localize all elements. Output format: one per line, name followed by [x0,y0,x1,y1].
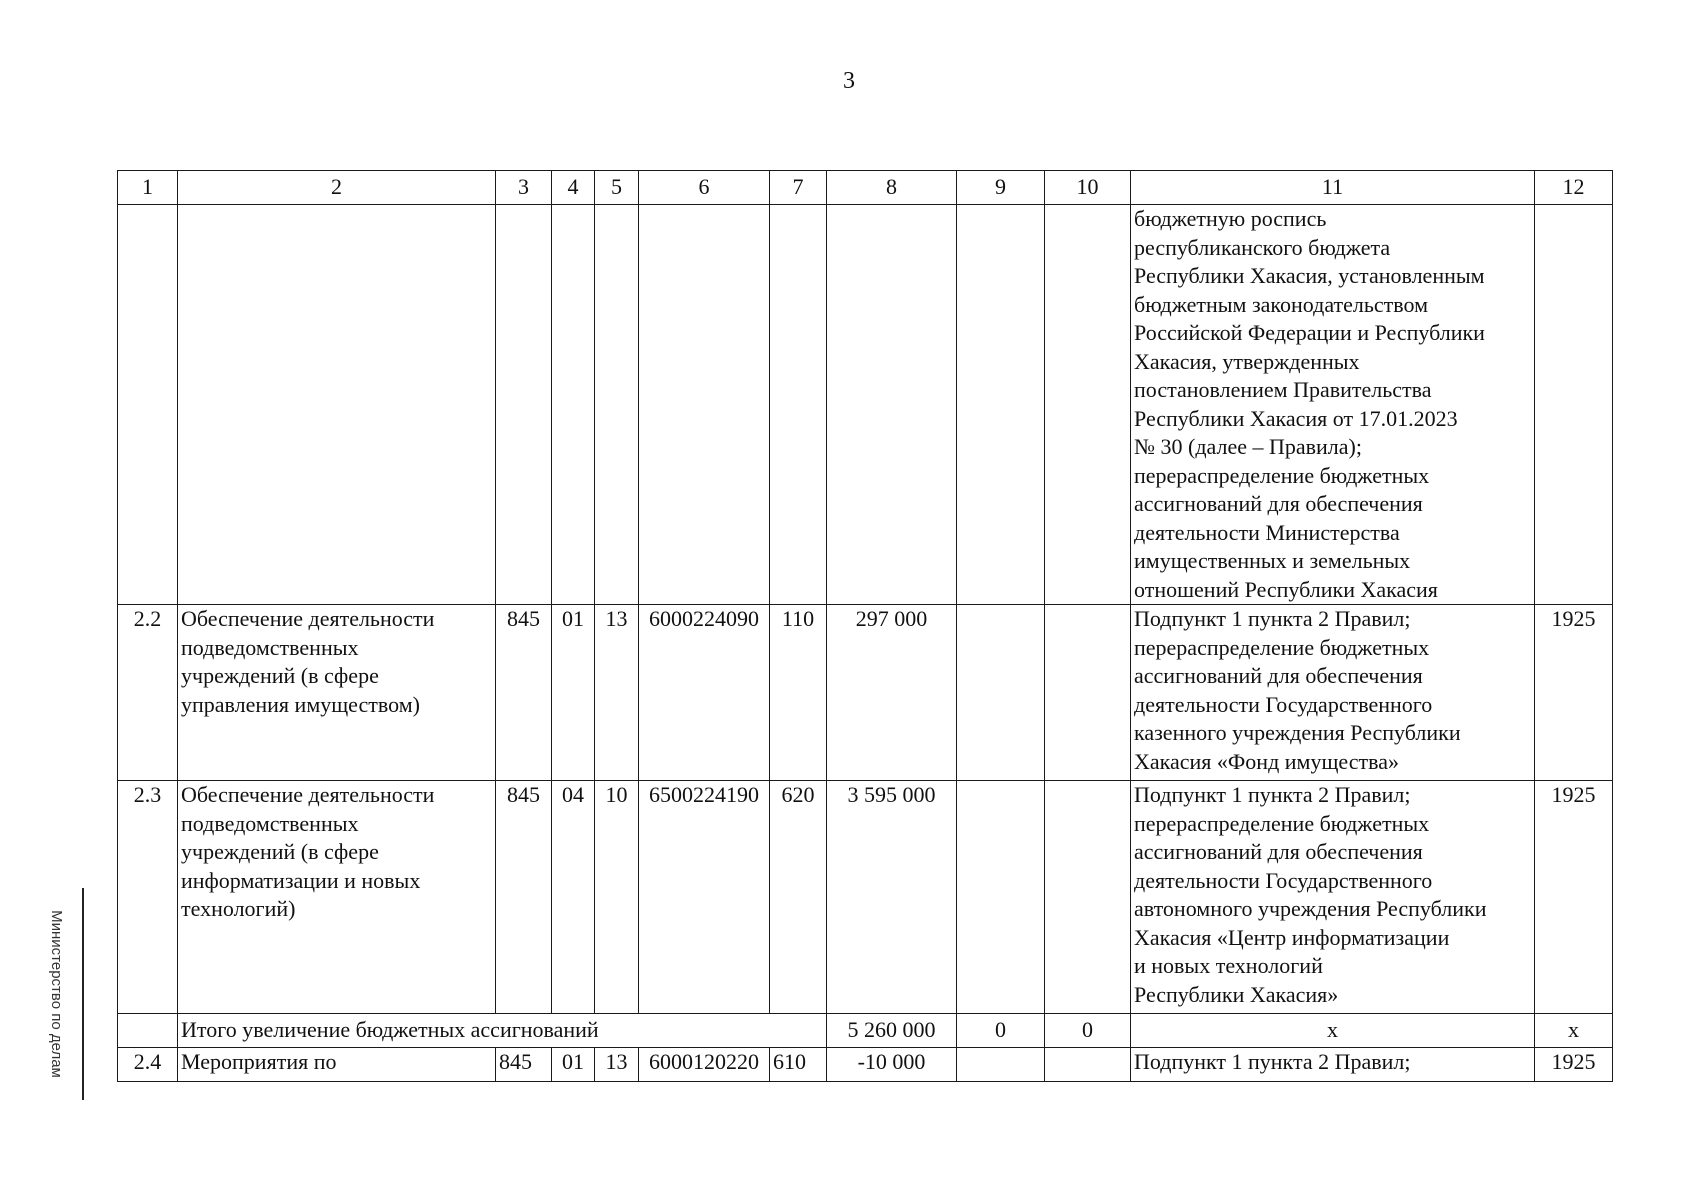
basis-cell: Подпункт 1 пункта 2 Правил; перераспределение бюджетных ассигнований для обеспечения деятельности Государственного автономного учреждения Республики Хакасия «Центр информатизации и новых технологий Республики Хакасия» [1131,781,1535,1014]
amount-cell: 0 [1045,1014,1131,1048]
code-cell: 13 [595,605,639,781]
table-header-row [118,171,1613,205]
column-header: 12 [1535,171,1613,205]
budget-allocation-table [117,170,1613,1082]
code-cell: 13 [595,1048,639,1082]
row-number-cell [118,205,178,605]
amount-cell: 0 [957,1014,1045,1048]
row-number-cell: 2.3 [118,781,178,1014]
code-cell: 6000120220 [639,1048,770,1082]
column-header: 8 [827,171,957,205]
amount-cell: 297 000 [827,605,957,781]
code-cell [496,205,552,605]
amount-cell [1045,781,1131,1014]
column-header: 2 [178,171,496,205]
event-name-cell [178,205,496,605]
code-cell: 1925 [1535,605,1613,781]
code-cell [770,205,827,605]
stamp-text [47,910,65,1078]
amount-cell [957,781,1045,1014]
page-number: 3 [843,68,855,94]
table-row [118,205,1613,605]
code-cell: 110 [770,605,827,781]
code-cell: 01 [552,605,595,781]
code-cell [552,205,595,605]
code-cell: x [1535,1014,1613,1048]
event-name-cell: Мероприятия по [178,1048,496,1082]
column-header: 10 [1045,171,1131,205]
code-cell: 610 [770,1048,827,1082]
code-cell: 620 [770,781,827,1014]
code-cell [639,205,770,605]
code-cell [595,205,639,605]
amount-cell [1045,205,1131,605]
amount-cell [957,1048,1045,1082]
code-cell: 6500224190 [639,781,770,1014]
row-number-cell: 2.2 [118,605,178,781]
stamp-line1: Министерство по делам [48,910,65,1078]
code-cell: 1925 [1535,1048,1613,1082]
total-label: Итого увеличение бюджетных ассигнований [178,1014,827,1048]
amount-cell: -10 000 [827,1048,957,1082]
total-amount-cell: 5 260 000 [827,1014,957,1048]
column-header: 1 [118,171,178,205]
event-name-cell: Обеспечение деятельности подведомственных учреждений (в сфере управления имуществом) [178,605,496,781]
column-header: 9 [957,171,1045,205]
basis-cell: бюджетную роспись республиканского бюджета Республики Хакасия, установленным бюджетным законодательством Российской Федерации и Республики Хакасия, утвержденных постановлением Правительства Республики Хакасия от 17.01.2023 № 30 (далее – Правила); перераспределение бюджетных ассигнований для обеспечения деятельности Министерства имущественных и земельных отношений Республики Хакасия [1131,205,1535,605]
basis-cell: Подпункт 1 пункта 2 Правил; перераспределение бюджетных ассигнований для обеспечения деятельности Государственного казенного учреждения Республики Хакасия «Фонд имущества» [1131,605,1535,781]
event-name-cell: Обеспечение деятельности подведомственных учреждений (в сфере информатизации и новых технологий) [178,781,496,1014]
code-cell [1535,205,1613,605]
table-row [118,781,1613,1014]
code-cell: 04 [552,781,595,1014]
column-header: 4 [552,171,595,205]
amount-cell [957,205,1045,605]
row-number-cell: 2.4 [118,1048,178,1082]
code-cell: 845 [496,605,552,781]
code-cell: 845 [496,781,552,1014]
amount-cell [1045,1048,1131,1082]
code-cell: 1925 [1535,781,1613,1014]
column-header: 7 [770,171,827,205]
code-cell: 01 [552,1048,595,1082]
amount-cell [957,605,1045,781]
table-row [118,605,1613,781]
amount-cell [827,205,957,605]
amount-cell [1045,605,1131,781]
column-header: 11 [1131,171,1535,205]
column-header: 3 [496,171,552,205]
code-cell: 845 [496,1048,552,1082]
column-header: 6 [639,171,770,205]
column-header: 5 [595,171,639,205]
total-row [118,1014,1613,1048]
row-number-cell [118,1014,178,1048]
code-cell: 10 [595,781,639,1014]
basis-cell: Подпункт 1 пункта 2 Правил; [1131,1048,1535,1082]
amount-cell: 3 595 000 [827,781,957,1014]
code-cell: 6000224090 [639,605,770,781]
basis-cell: x [1131,1014,1535,1048]
table-row [118,1048,1613,1082]
registration-stamp [30,888,84,1100]
